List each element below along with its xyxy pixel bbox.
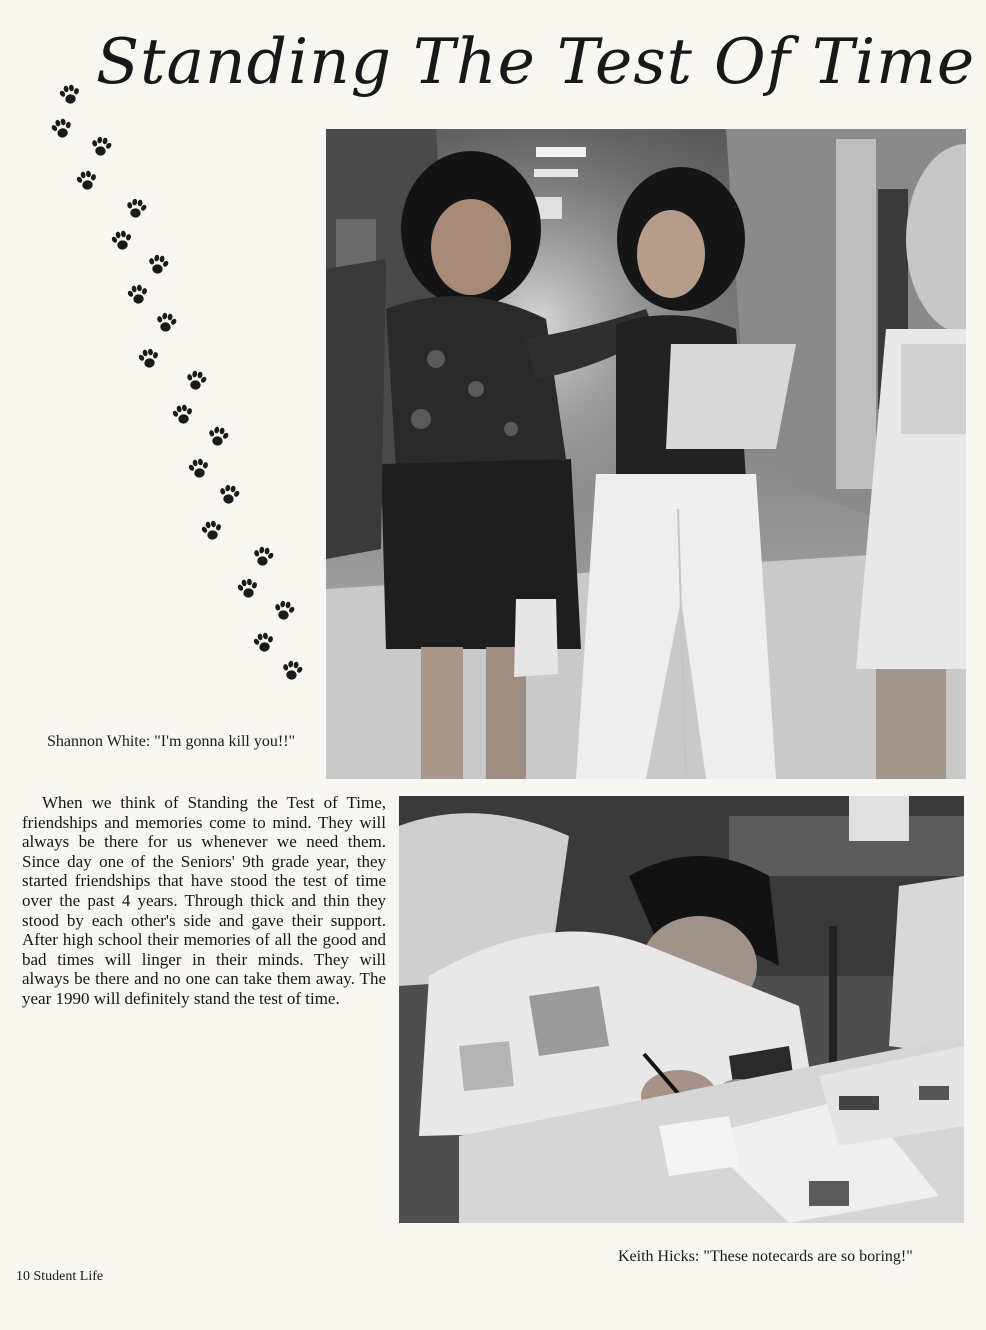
photo-caption-keith: Keith Hicks: "These notecards are so boring!" [618, 1248, 913, 1265]
paw-print-icon [58, 83, 82, 105]
photo-student-writing [399, 796, 964, 1223]
paw-print-icon [75, 169, 99, 191]
paw-print-icon [89, 135, 113, 157]
paw-trail [0, 0, 330, 720]
paw-print-icon [200, 519, 224, 541]
paw-print-icon [217, 483, 241, 505]
paw-print-icon [137, 347, 161, 369]
paw-print-icon [154, 311, 178, 333]
paw-print-icon [110, 229, 134, 251]
page-title: Standing The Test Of Time [96, 25, 976, 98]
page-folio: 10 Student Life [16, 1269, 104, 1284]
paw-print-icon [49, 117, 74, 140]
paw-print-icon [187, 457, 211, 479]
paw-print-icon [236, 577, 260, 599]
paw-print-icon [184, 369, 208, 391]
paw-print-icon [171, 403, 195, 425]
paw-print-icon [146, 253, 170, 275]
photo-caption-shannon: Shannon White: "I'm gonna kill you!!" [47, 733, 296, 750]
paw-print-icon [280, 659, 304, 681]
paw-print-icon [206, 425, 230, 447]
paw-print-icon [251, 545, 275, 567]
paw-print-icon [252, 631, 276, 653]
paw-print-icon [126, 283, 150, 305]
photo-hallway-friends [326, 129, 966, 779]
paw-print-icon [272, 599, 296, 621]
paw-print-icon [124, 197, 148, 219]
article-body: When we think of Standing the Test of Time, friendships and memories come to mind. They will always be there for us whenever we need them. Since day one of the Seniors' 9th grade year, they started friendships that have stood the test of time over the past 4 years. Through thick and thin they stood by each other's side and gave their support. After high school their memories of all the good and bad times will linger in their minds. They will always be there and no one can take them away. The year 1990 will definitely stand the test of time. [22, 793, 386, 1008]
